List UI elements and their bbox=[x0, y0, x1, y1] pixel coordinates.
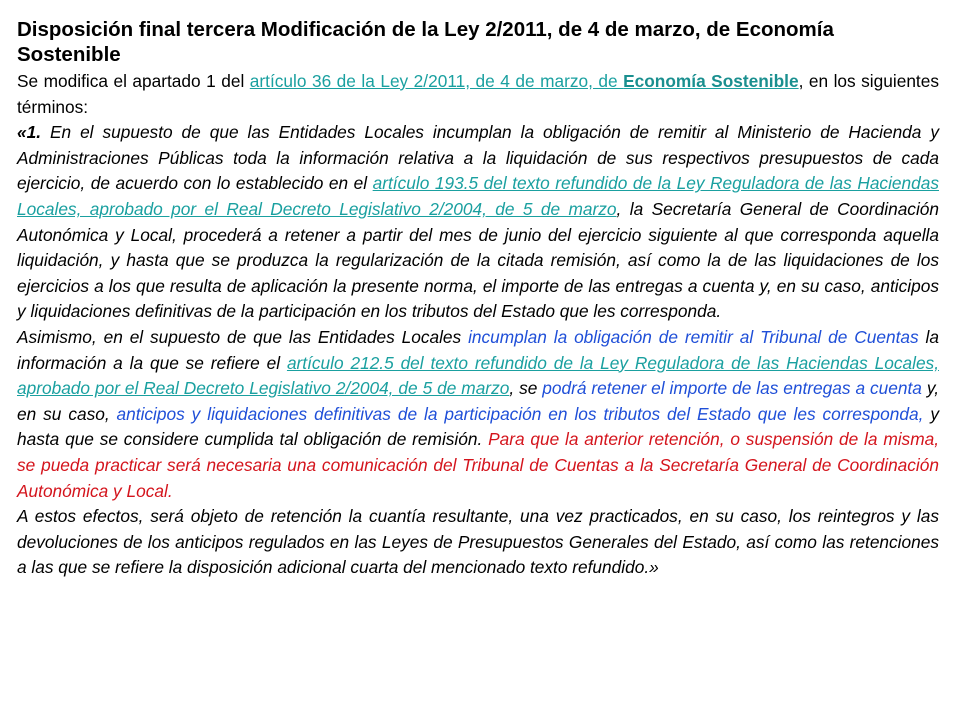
highlight-blue-1: incumplan la obligación de remitir al Tribunal de Cuentas bbox=[468, 326, 919, 347]
paragraph-2-text-1: Asimismo, en el supuesto de que las Entidades Locales bbox=[17, 326, 469, 347]
highlight-red: Para que la anterior retención, o suspensión de la misma, se pueda practicar será necesaria una comunicación del Tribunal de Cuentas a la Secretaría General de Coordinación Autonómica y Local. bbox=[17, 429, 939, 501]
article-36-link-bold: Economía Sostenible bbox=[623, 71, 799, 91]
document-title: Disposición final tercera Modificación de la Ley 2/2011, de 4 de marzo, de Economía Sostenible bbox=[17, 18, 834, 66]
paragraph-2-text-3: , se bbox=[509, 378, 543, 399]
intro-paragraph bbox=[17, 69, 939, 120]
paragraph-1 bbox=[17, 120, 939, 325]
highlight-blue-2: podrá retener el importe de las entregas a cuenta bbox=[542, 378, 922, 399]
article-36-link-text: artículo 36 de la Ley 2/2011, de 4 de marzo, de bbox=[249, 71, 624, 91]
intro-text-before: Se modifica el apartado 1 del bbox=[17, 71, 250, 91]
paragraph-2-text-5: y hasta que se considere cumplida tal obligación de remisión. bbox=[17, 403, 939, 450]
article-212-5-link[interactable]: artículo 212.5 del texto refundido de la Ley Reguladora de las Haciendas Locales, aprobado por el Real Decreto Legislativo 2/2004, de 5 de marzo bbox=[17, 352, 939, 399]
paragraph-1-text-1: En el supuesto de que las Entidades Locales incumplan la obligación de remitir al Ministerio de Hacienda y Administraciones Públicas toda la información relativa a la liquidación de sus respectivos presupuestos de cada ejercicio, de acuerdo con lo establecido en el bbox=[17, 122, 939, 194]
paragraph-3: A estos efectos, será objeto de retención la cuantía resultante, una vez practicados, en su caso, los reintegros y las devoluciones de los anticipos regulados en las Leyes de Presupuestos Generales del Estado, así como las retenciones a las que se refiere la disposición adicional cuarta del mencionado texto refundido.» bbox=[17, 506, 939, 578]
paragraph-2 bbox=[17, 325, 939, 504]
paragraph-2-text-2: la información a la que se refiere el bbox=[17, 326, 939, 373]
article-193-5-link[interactable]: artículo 193.5 del texto refundido de la Ley Reguladora de las Haciendas Locales, aprobado por el Real Decreto Legislativo 2/2004, de 5 de marzo bbox=[17, 173, 939, 219]
highlight-blue-3: anticipos y liquidaciones definitivas de la participación en los tributos del Estado que les corresponda, bbox=[116, 403, 924, 424]
paragraph-2-text-4: y, en su caso, bbox=[17, 378, 940, 424]
document bbox=[17, 17, 939, 581]
paragraph-1-text-2: , la Secretaría General de Coordinación Autonómica y Local, procederá a retener a partir del mes de junio del ejercicio siguiente al que corresponda aquella liquidación, y hasta que se produzca la regularización de la citada remisión, así como la de las liquidaciones de los ejercicios a los que resulta de aplicación la presente norma, el importe de las entregas a cuenta y, en su caso, anticipos y liquidaciones definitivas de la participación en los tributos del Estado que les corresponda. bbox=[17, 198, 940, 322]
article-36-link[interactable] bbox=[250, 71, 799, 91]
intro-text-after: , en los siguientes términos: bbox=[17, 71, 939, 117]
paragraph-1-lead: «1. bbox=[17, 122, 42, 143]
